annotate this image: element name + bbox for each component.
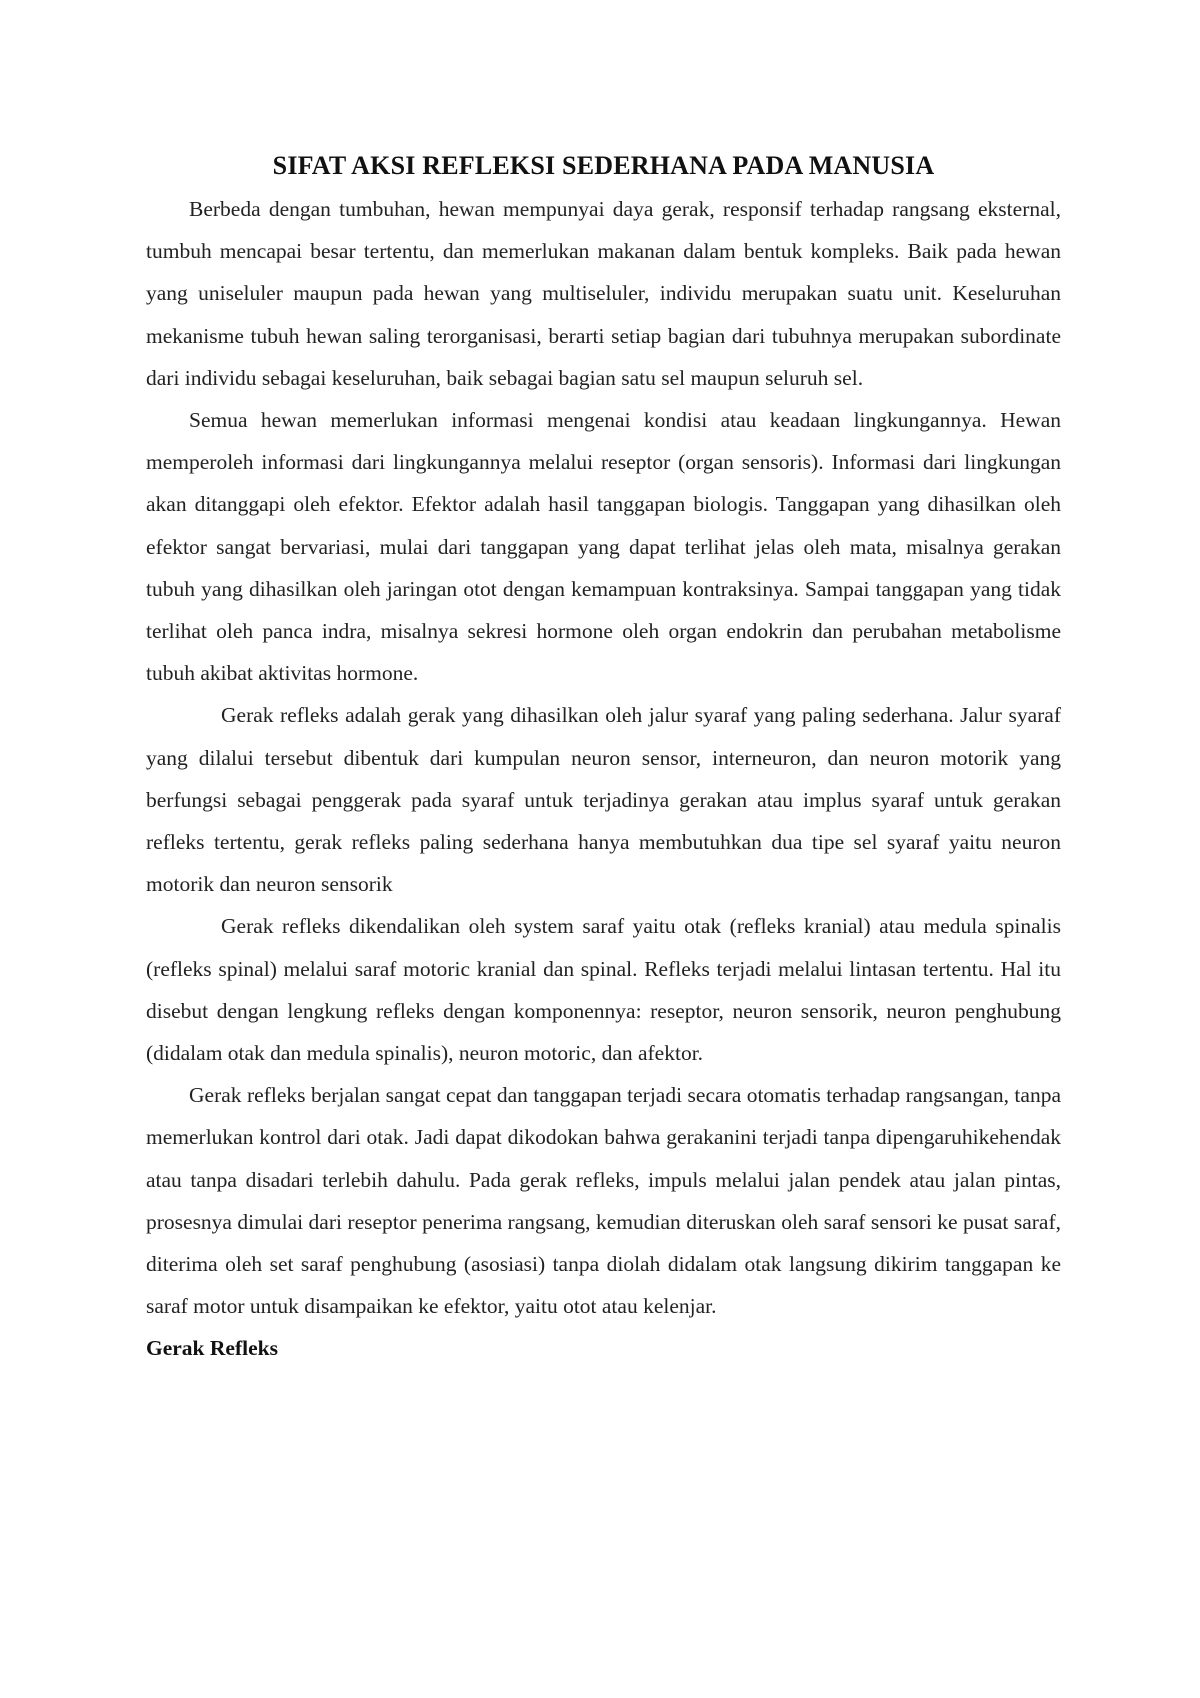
document-title: SIFAT AKSI REFLEKSI SEDERHANA PADA MANUSIA — [272, 151, 935, 180]
paragraph-1: Berbeda dengan tumbuhan, hewan mempunyai daya gerak, responsif terhadap rangsang eksternal, tumbuh mencapai besar tertentu, dan memerlukan makanan dalam bentuk kompleks. Baik pada hewan yang uniseluler maupun pada hewan yang multiseluler, individu merupakan suatu unit. Keseluruhan mekanisme tubuh hewan saling terorganisasi, berarti setiap bagian dari tubuhnya merupakan subordinate dari individu sebagai keseluruhan, baik sebagai bagian satu sel maupun seluruh sel. — [146, 197, 1061, 390]
paragraph-3: Gerak refleks adalah gerak yang dihasilkan oleh jalur syaraf yang paling sederhana. Jalur syaraf yang dilalui tersebut dibentuk dari kumpulan neuron sensor, interneuron, dan neuron motorik yang berfungsi sebagai penggerak pada syaraf untuk terjadinya gerakan atau implus syaraf untuk gerakan refleks tertentu, gerak refleks paling sederhana hanya membutuhkan dua tipe sel syaraf yaitu neuron motorik dan neuron sensorik — [146, 703, 1061, 897]
section-subheading: Gerak Refleks — [146, 1336, 278, 1361]
paragraph-2: Semua hewan memerlukan informasi mengenai kondisi atau keadaan lingkungannya. Hewan memperoleh informasi dari lingkungannya melalui reseptor (organ sensoris). Informasi dari lingkungan akan ditanggapi oleh efektor. Efektor adalah hasil tanggapan biologis. Tanggapan yang dihasilkan oleh efektor sangat bervariasi, mulai dari tanggapan yang dapat terlihat jelas oleh mata, misalnya gerakan tubuh yang dihasilkan oleh jaringan otot dengan kemampuan kontraksinya. Sampai tanggapan yang tidak terlihat oleh panca indra, misalnya sekresi hormone oleh organ endokrin dan perubahan metabolisme tubuh akibat aktivitas hormone. — [146, 408, 1061, 686]
paragraph-5: Gerak refleks berjalan sangat cepat dan tanggapan terjadi secara otomatis terhadap rangsangan, tanpa memerlukan kontrol dari otak. Jadi dapat dikodokan bahwa gerakanini terjadi tanpa dipengaruhikehendak atau tanpa disadari terlebih dahulu. Pada gerak refleks, impuls melalui jalan pendek atau jalan pintas, prosesnya dimulai dari reseptor penerima rangsang, kemudian diteruskan oleh saraf sensori ke pusat saraf, diterima oleh set saraf penghubung (asosiasi) tanpa diolah didalam otak langsung dikirim tanggapan ke saraf motor untuk disampaikan ke efektor, yaitu otot atau kelenjar. — [146, 1083, 1061, 1319]
paragraph-4: Gerak refleks dikendalikan oleh system saraf yaitu otak (refleks kranial) atau medula spinalis (refleks spinal) melalui saraf motoric kranial dan spinal. Refleks terjadi melalui lintasan tertentu. Hal itu disebut dengan lengkung refleks dengan komponennya: reseptor, neuron sensorik, neuron penghubung (didalam otak dan medula spinalis), neuron motoric, dan afektor. — [146, 914, 1061, 1066]
document-page — [146, 148, 1061, 1370]
